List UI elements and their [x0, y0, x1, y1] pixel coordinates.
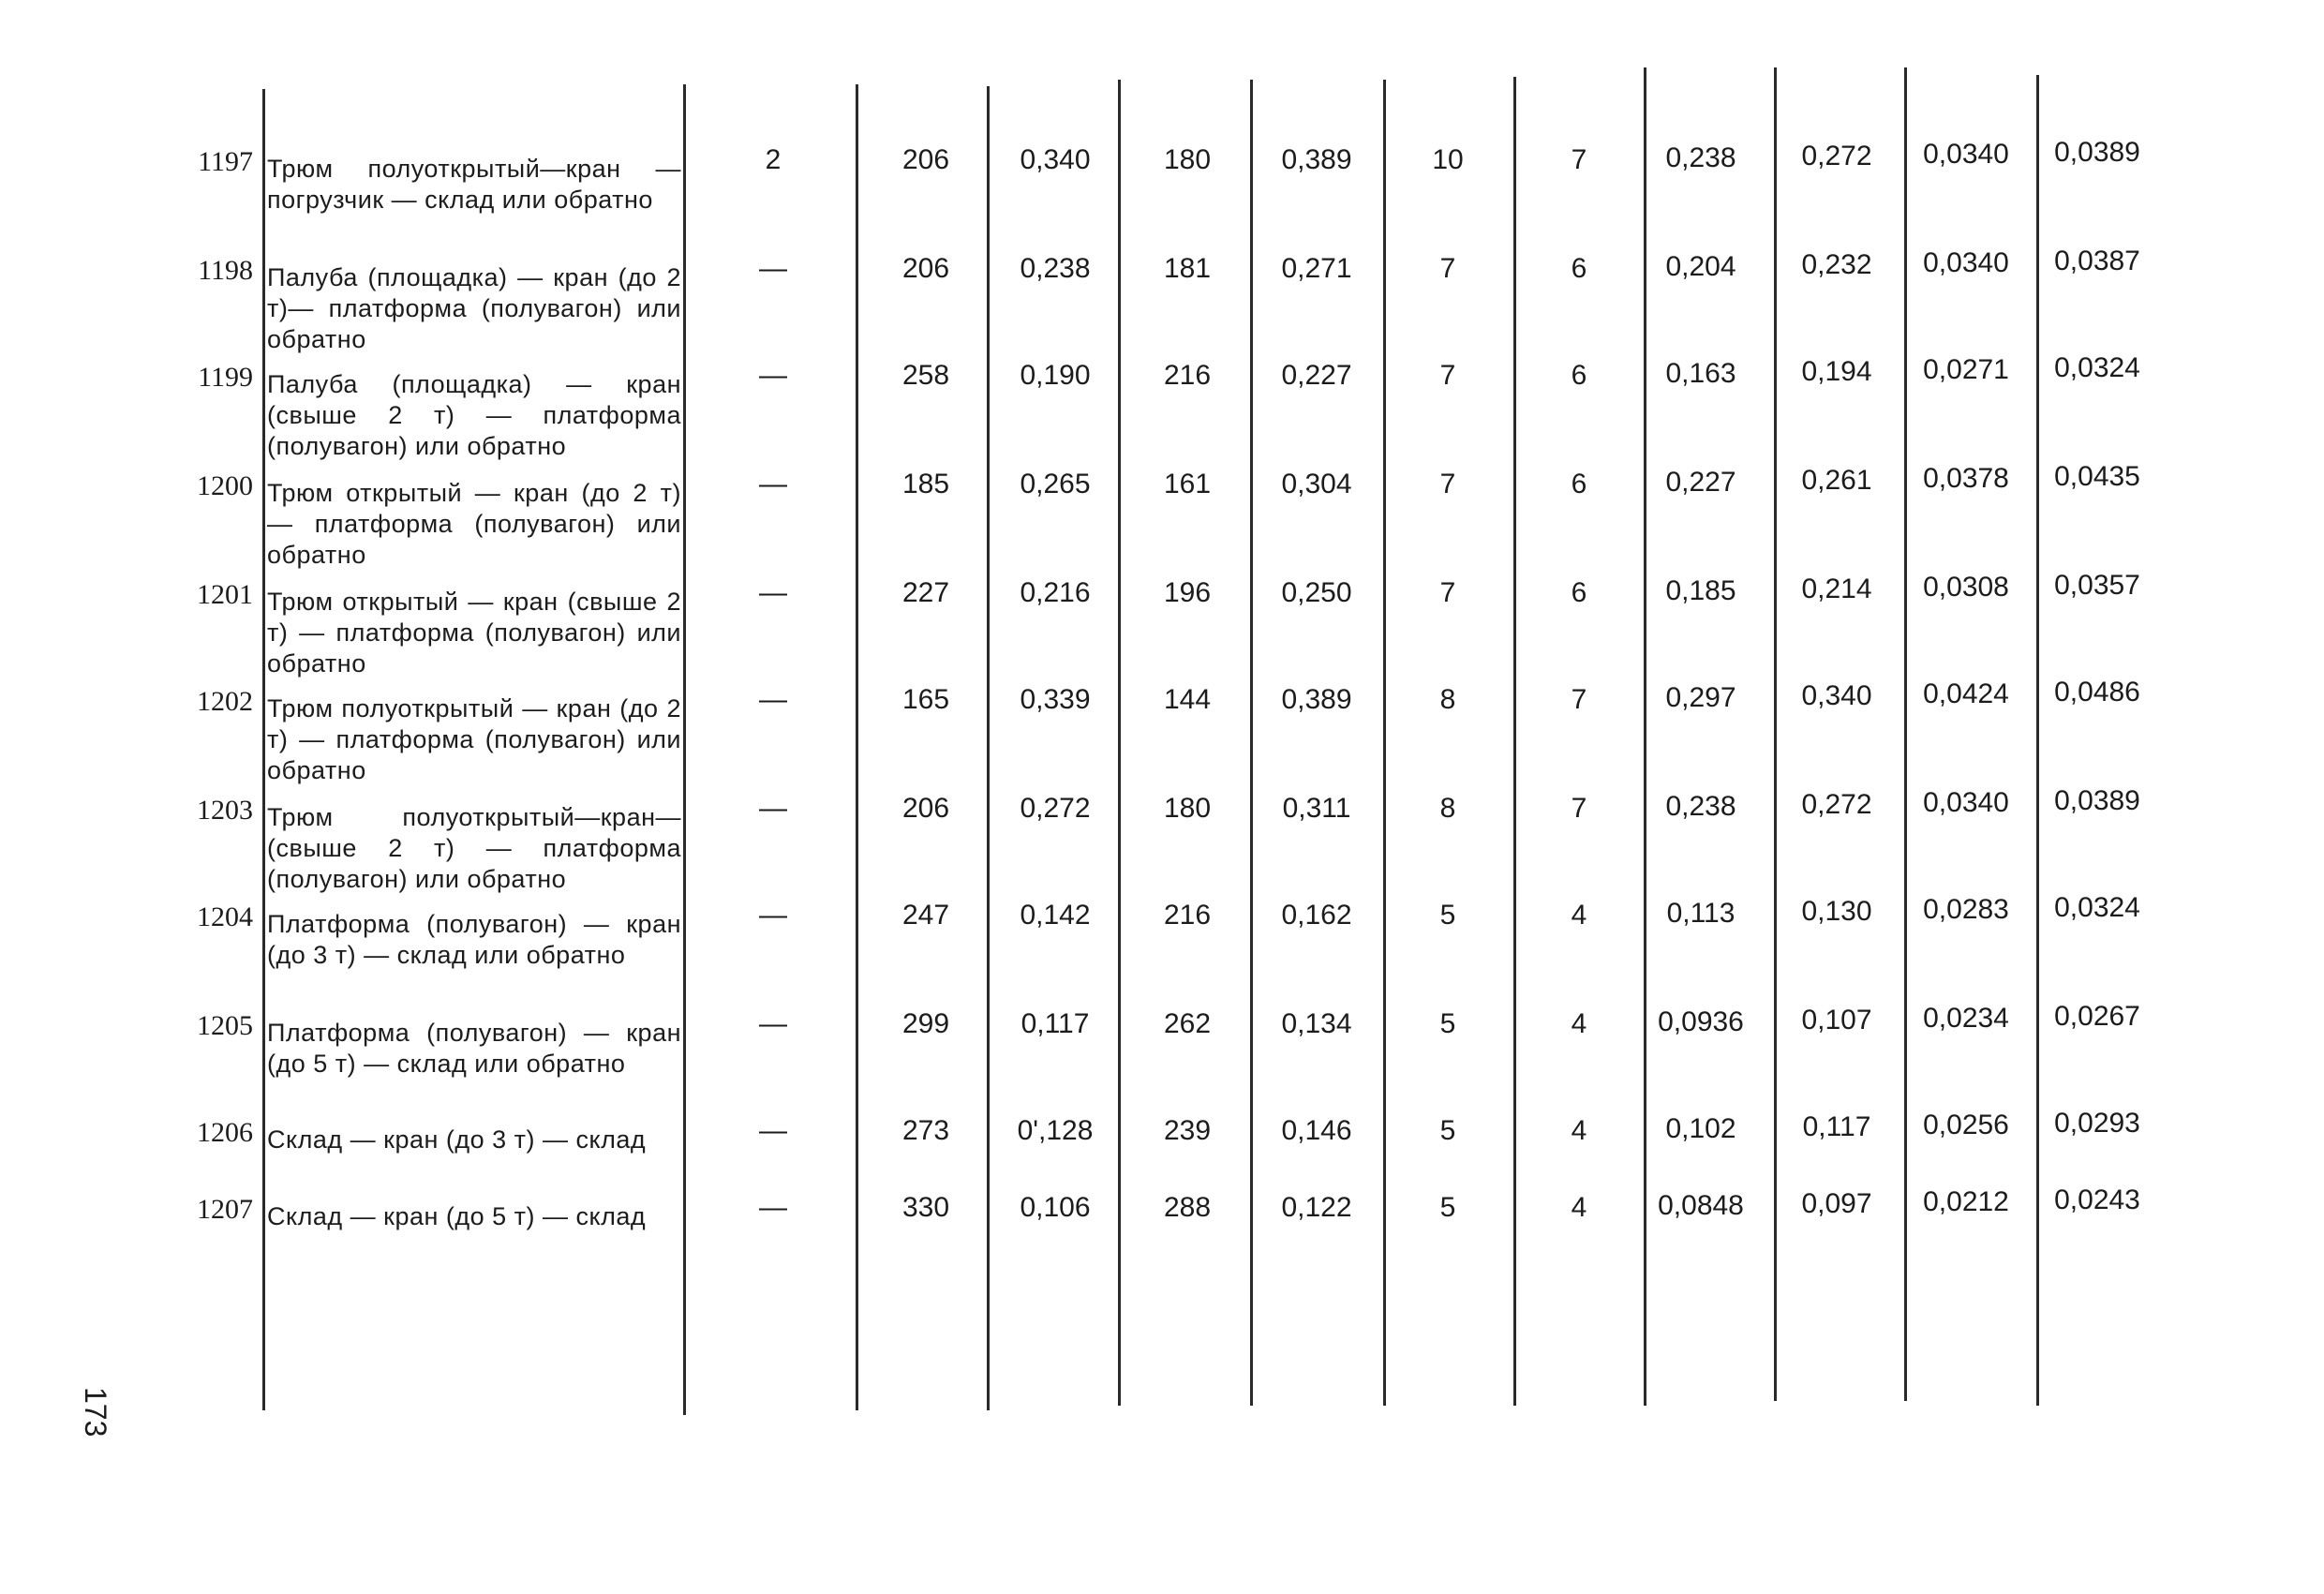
table-cell: 0,0283 [1923, 894, 2009, 925]
table-cell: 7 [1571, 684, 1587, 715]
row-number: 1199 [198, 362, 253, 393]
operation-description: Склад — кран (до 3 т) — склад [267, 1125, 647, 1154]
table-cell: 0,272 [1801, 789, 1872, 820]
table-cell: 144 [1163, 684, 1212, 715]
table-cell: 0,0486 [2054, 677, 2140, 708]
table-cell: 0,190 [1020, 360, 1091, 391]
table-cell: 2 [765, 144, 782, 175]
table-cell: 0,297 [1665, 682, 1736, 713]
table-cell: 7 [1439, 253, 1456, 284]
table-cell: 7 [1571, 793, 1587, 824]
table-cell: — [759, 469, 787, 499]
table-cell: 0,214 [1801, 574, 1872, 604]
operation-description: Трюм полуоткрытый—кран— (свыше 2 т) — платформа (полувагон) или обратно [267, 803, 681, 893]
table-cell: 0,339 [1020, 684, 1091, 715]
table-cell: 239 [1163, 1115, 1212, 1146]
table-cell: 0,102 [1665, 1113, 1736, 1144]
table-cell: 0,134 [1281, 1008, 1352, 1039]
operation-description: Трюм полуоткрытый—кран — погрузчик — склад или обратно [267, 155, 681, 214]
column-rule [683, 84, 686, 1415]
table-cell: 262 [1163, 1008, 1212, 1039]
column-rule [1250, 80, 1253, 1406]
table-cell: 0,0389 [2054, 137, 2140, 168]
operation-description: Трюм полуоткрытый — кран (до 2 т) — платформа (полувагон) или обратно [267, 694, 681, 784]
table-cell: 0,311 [1282, 793, 1351, 824]
table-cell: 0,0848 [1658, 1190, 1744, 1221]
table-cell: 196 [1163, 577, 1212, 608]
table-cell: 7 [1439, 360, 1456, 391]
table-cell: 6 [1571, 577, 1587, 608]
table-cell: 0,0387 [2054, 246, 2140, 276]
table-cell: 0,272 [1020, 793, 1091, 824]
table-cell: — [759, 360, 787, 391]
table-cell: 0,0324 [2054, 892, 2140, 923]
table-cell: 0,216 [1020, 577, 1091, 608]
table-cell: 0,0340 [1923, 247, 2009, 278]
table-cell: 0,0378 [1923, 463, 2009, 494]
table-cell: 206 [901, 793, 950, 824]
table-cell: 0,0212 [1923, 1186, 2009, 1217]
operation-description: Палуба (площадка) — кран (свыше 2 т) — платформа (полувагон) или обратно [267, 370, 681, 460]
table-cell: — [759, 900, 787, 931]
table-cell: 0,0340 [1923, 139, 2009, 170]
column-rule [1513, 77, 1516, 1406]
table-cell: 0,146 [1281, 1115, 1352, 1146]
table-cell: 0,107 [1801, 1005, 1872, 1035]
table-cell: 0,117 [1020, 1008, 1090, 1039]
table-cell: 161 [1163, 469, 1212, 499]
table-cell: 0,204 [1665, 251, 1736, 282]
table-cell: — [759, 793, 787, 824]
table-cell: 0,0324 [2054, 352, 2140, 383]
table-cell: — [759, 1008, 787, 1039]
table-cell: 6 [1571, 469, 1587, 499]
operation-description: Трюм открытый — кран (свыше 2 т) — платформа (полувагон) или обратно [267, 588, 681, 678]
page-number: 173 [79, 1387, 112, 1438]
table-cell: 0,272 [1801, 141, 1872, 171]
table-cell: 7 [1571, 144, 1587, 175]
table-cell: 165 [901, 684, 950, 715]
table-cell: 0',128 [1017, 1115, 1094, 1146]
table-cell: 6 [1571, 360, 1587, 391]
table-cell: 0,185 [1665, 575, 1736, 606]
row-number: 1201 [197, 579, 253, 610]
table-cell: 0,250 [1281, 577, 1352, 608]
table-cell: 4 [1571, 900, 1587, 931]
table-cell: 0,0293 [2054, 1108, 2140, 1139]
table-cell: 288 [1163, 1192, 1212, 1223]
table-cell: 0,0424 [1923, 678, 2009, 709]
table-cell: 0,232 [1801, 249, 1872, 280]
table-cell: 0,122 [1281, 1192, 1352, 1223]
table-cell: — [759, 253, 787, 284]
table-cell: 0,142 [1020, 900, 1091, 931]
table-cell: 0,265 [1020, 469, 1091, 499]
row-number: 1203 [197, 795, 253, 826]
table-cell: — [759, 577, 787, 608]
table-cell: 0,117 [1802, 1111, 1871, 1142]
table-cell: 0,0435 [2054, 461, 2140, 492]
table-cell: 0,271 [1281, 253, 1352, 284]
table-cell: 0,097 [1801, 1188, 1872, 1219]
table-cell: 0,194 [1801, 356, 1872, 387]
table-cell: 0,238 [1020, 253, 1091, 284]
operation-description: Склад — кран (до 5 т) — склад [267, 1202, 647, 1230]
row-number: 1198 [198, 255, 253, 286]
table-cell: 0,0357 [2054, 570, 2140, 601]
row-number: 1206 [197, 1117, 253, 1148]
table-cell: 0,238 [1665, 791, 1736, 822]
table-cell: 0,0267 [2054, 1001, 2140, 1032]
table-cell: 273 [901, 1115, 950, 1146]
table-cell: 185 [901, 469, 950, 499]
table-cell: 180 [1163, 793, 1212, 824]
table-cell: 0,106 [1020, 1192, 1091, 1223]
operation-description: Платформа (полувагон) — кран (до 3 т) — склад или обратно [267, 910, 681, 969]
row-number: 1205 [197, 1010, 253, 1041]
table-cell: 0,113 [1666, 898, 1736, 929]
table-cell: 0,0389 [2054, 785, 2140, 816]
table-cell: 0,227 [1281, 360, 1352, 391]
table-cell: 0,227 [1665, 467, 1736, 498]
table-cell: 0,340 [1020, 144, 1091, 175]
table-cell: 0,163 [1665, 358, 1736, 389]
table-cell: 0,162 [1281, 900, 1352, 931]
table-cell: 8 [1439, 793, 1456, 824]
table-cell: 0,130 [1801, 896, 1872, 927]
table-cell: 216 [1163, 360, 1212, 391]
table-cell: 0,0256 [1923, 1110, 2009, 1140]
operation-description: Трюм открытый — кран (до 2 т) — платформа (полувагон) или обратно [267, 479, 681, 569]
table-cell: 0,340 [1801, 680, 1872, 711]
operation-description: Палуба (площадка) — кран (до 2 т)— платформа (полувагон) или обратно [267, 263, 681, 353]
table-cell: 5 [1439, 1192, 1456, 1223]
table-cell: 0,261 [1801, 465, 1872, 496]
table-cell: 0,304 [1281, 469, 1352, 499]
table-cell: — [759, 684, 787, 715]
table-cell: 8 [1439, 684, 1456, 715]
column-rule [1118, 80, 1121, 1406]
table-cell: — [759, 1115, 787, 1146]
table-cell: 5 [1439, 900, 1456, 931]
table-cell: 4 [1571, 1115, 1587, 1146]
table-cell: 258 [901, 360, 950, 391]
table-cell: 7 [1439, 469, 1456, 499]
row-number: 1207 [197, 1194, 253, 1225]
table-cell: 0,238 [1665, 142, 1736, 173]
table-cell: 206 [901, 253, 950, 284]
row-number: 1204 [197, 901, 253, 932]
table-cell: 299 [901, 1008, 950, 1039]
table-cell: 247 [901, 900, 950, 931]
table-cell: 7 [1439, 577, 1456, 608]
table-cell: 0,0243 [2054, 1184, 2140, 1215]
table-cell: 181 [1163, 253, 1212, 284]
table-cell: 227 [901, 577, 950, 608]
table-cell: — [759, 1192, 787, 1223]
operation-description: Платформа (полувагон) — кран (до 5 т) — склад или обратно [267, 1019, 681, 1078]
table-cell: 4 [1571, 1008, 1587, 1039]
row-number: 1202 [197, 686, 253, 717]
table-cell: 0,0308 [1923, 572, 2009, 603]
table-cell: 0,0271 [1923, 354, 2009, 385]
column-rule [987, 86, 990, 1410]
column-rule [856, 84, 858, 1410]
table-cell: 6 [1571, 253, 1587, 284]
table-cell: 180 [1163, 144, 1212, 175]
table-cell: 330 [901, 1192, 950, 1223]
table-cell: 0,0340 [1923, 787, 2009, 818]
table-cell: 5 [1439, 1008, 1456, 1039]
table-cell: 0,0936 [1658, 1006, 1744, 1037]
table-cell: 206 [901, 144, 950, 175]
table-cell: 10 [1432, 144, 1464, 175]
table-cell: 5 [1439, 1115, 1456, 1146]
table-cell: 0,0234 [1923, 1003, 2009, 1034]
table-cell: 216 [1163, 900, 1212, 931]
row-number: 1197 [198, 146, 253, 177]
table-cell: 0,389 [1281, 684, 1352, 715]
table-cell: 0,389 [1281, 144, 1352, 175]
column-rule [1383, 80, 1386, 1406]
table-cell: 4 [1571, 1192, 1587, 1223]
column-rule [262, 89, 265, 1410]
row-number: 1200 [197, 470, 253, 501]
